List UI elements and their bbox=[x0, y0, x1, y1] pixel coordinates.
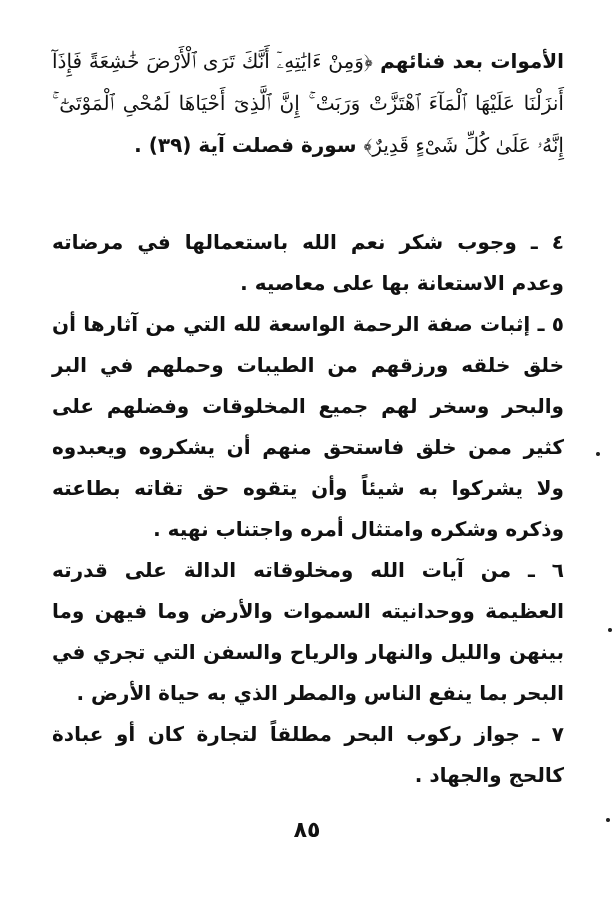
intro-paragraph bbox=[52, 40, 564, 166]
page-number: ٨٥ bbox=[293, 818, 321, 843]
point-7: ٧ ـ جواز ركوب البحر مطلقاً لتجارة كان أو عبادة كالحج والجهاد . bbox=[52, 722, 564, 787]
page-body bbox=[52, 40, 564, 796]
point-5: ٥ ـ إثبات صفة الرحمة الواسعة لله التي من آثارها أن خلق خلقه ورزقهم من الطيبات وحملهم في البر والبحر وسخر لهم جميع المخلوقات وفضلهم على كثير ممن خلق فاستحق منهم أن يشكروه ويعبدوه ولا يشركوا به شيئاً وأن يتقوه حق تقاته بطاعته وذكره وشكره وامتثال أمره واجتناب نهيه . bbox=[52, 312, 564, 541]
scan-mark bbox=[608, 628, 612, 632]
intro-lead: الأموات بعد فنائهم bbox=[380, 49, 564, 73]
scan-mark bbox=[606, 818, 610, 822]
point-6: ٦ ـ من آيات الله ومخلوقاته الدالة على قدرته العظيمة ووحدانيته السموات والأرض وما فيهن وما بينهن والليل والنهار والرياح والسفن التي تجري في البحر بما ينفع الناس والمطر الذي به حياة الأرض . bbox=[52, 558, 564, 705]
verse-reference: سورة فصلت آية (٣٩) . bbox=[134, 133, 357, 157]
quran-verse: ﴿وَمِنْ ءَايَٰتِهِۦٓ أَنَّكَ تَرَى ٱلْأَرْضَ خَٰشِعَةً فَإِذَآ أَنزَلْنَا عَلَيْهَا ٱلْمَآءَ ٱهْتَزَّتْ وَرَبَتْ ۚ إِنَّ ٱلَّذِىٓ أَحْيَاهَا لَمُحْىِ ٱلْمَوْتَىٰٓ ۚ إِنَّهُۥ عَلَىٰ كُلِّ شَىْءٍ قَدِيرٌ﴾ bbox=[52, 49, 564, 157]
section-spacer bbox=[52, 166, 564, 222]
scan-mark bbox=[596, 452, 600, 456]
point-4: ٤ ـ وجوب شكر نعم الله باستعمالها في مرضاته وعدم الاستعانة بها على معاصيه . bbox=[52, 230, 564, 295]
